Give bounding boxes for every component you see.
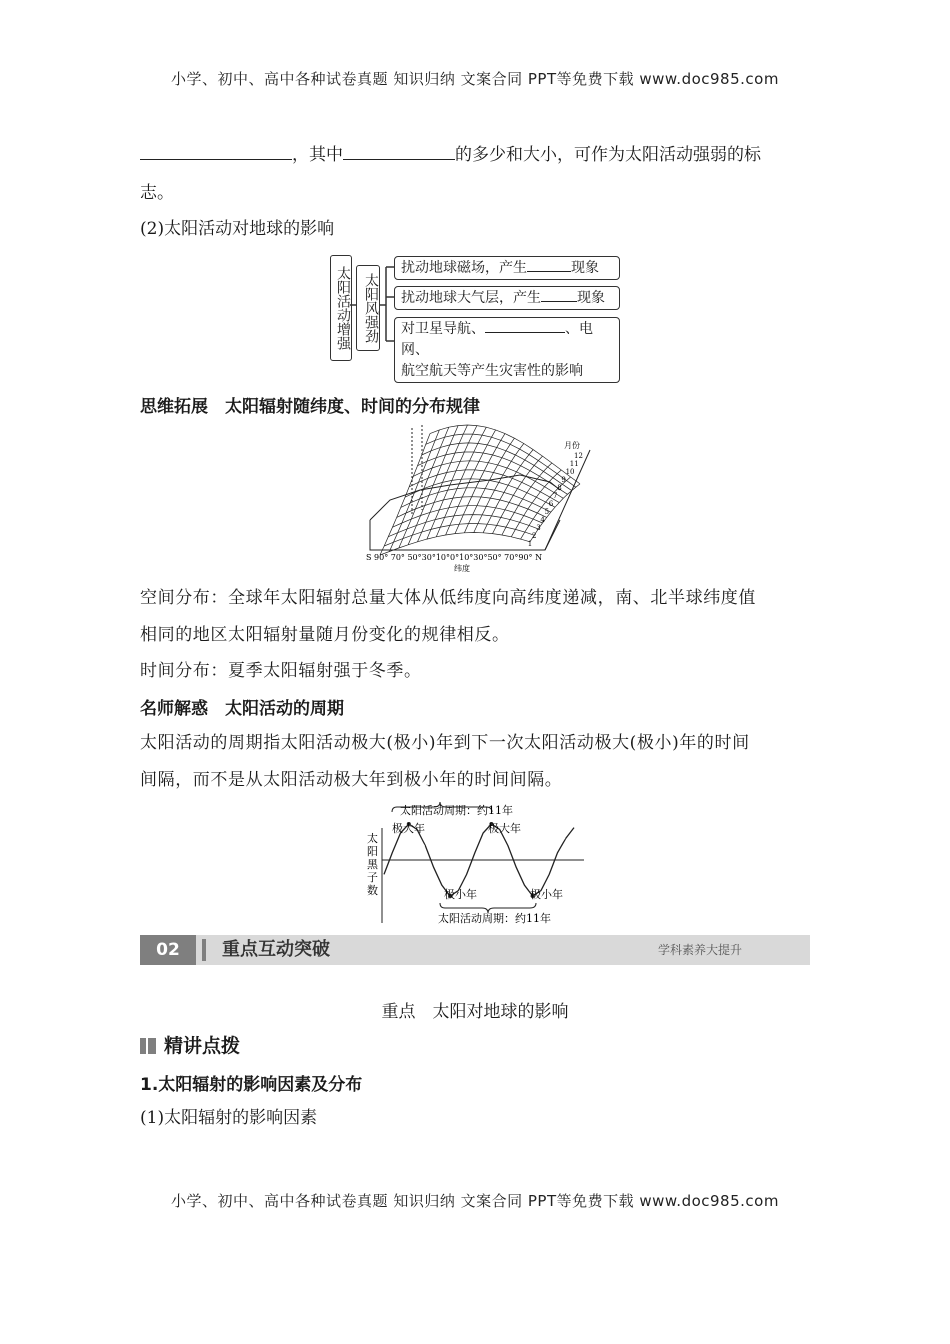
banner-subtitle: 学科素养大提升: [657, 943, 742, 957]
flow-item-1-end: 现象: [571, 260, 599, 276]
teacher-title: 名师解惑 太阳活动的周期: [140, 699, 344, 719]
page-header: 小学、初中、高中各种试卷真题 知识归纳 文案合同 PPT等免费下载 www.doc985.com: [171, 70, 779, 88]
intro-line: [140, 140, 820, 170]
max-year-label-1: 极大年: [392, 822, 425, 835]
flow-item-2: [394, 286, 620, 310]
banner-number: 02: [140, 935, 196, 965]
blank-1: [140, 141, 292, 160]
flow-blank-3: [485, 318, 565, 333]
mesh-line: [384, 524, 537, 546]
month-axis-label: 月份: [564, 441, 580, 450]
flow-item-2-end: 现象: [577, 290, 605, 306]
flow-item-3-text: 对卫星导航、: [401, 321, 485, 337]
flow-blank-1: [527, 257, 571, 272]
max-year-label-2: 极大年: [488, 822, 521, 835]
spatial-line-2: 相同的地区太阳辐射量随月份变化的规律相反。: [140, 625, 510, 645]
sunspot-cycle-chart: [362, 798, 588, 928]
month-tick: 7: [553, 492, 558, 500]
section-banner: [140, 935, 810, 965]
mesh-line: [380, 533, 533, 556]
min-year-label-1: 极小年: [444, 888, 477, 901]
flow-mid-box: 太阳风强劲: [356, 265, 380, 351]
temporal-line: 时间分布：夏季太阳辐射强于冬季。: [140, 661, 422, 681]
month-tick: 6: [548, 500, 554, 508]
mesh-line: [399, 427, 449, 548]
flow-left-box: 太阳活动增强: [330, 255, 352, 361]
page-footer: 小学、初中、高中各种试卷真题 知识归纳 文案合同 PPT等免费下载 www.doc985.com: [171, 1192, 779, 1210]
intro-line-2: 志。: [140, 183, 174, 203]
month-tick: 2: [532, 532, 537, 540]
month-tick: 11: [569, 460, 579, 468]
section-marker-icon: [140, 1038, 156, 1054]
mesh-line: [388, 515, 541, 537]
blank-2: [343, 141, 455, 160]
flow-item-3-mid: 、电网、: [401, 321, 593, 358]
key-point-title: 重点 太阳对地球的影响: [381, 1002, 569, 1022]
month-tick: 1: [527, 540, 533, 548]
month-tick: 4: [540, 516, 545, 524]
flow-item-1: [394, 256, 620, 280]
flow-item-3: [394, 317, 620, 383]
latitude-axis-label: 纬度: [454, 564, 470, 573]
spatial-line-1: 空间分布：全球年太阳辐射总量大体从低纬度向高纬度递减，南、北半球纬度值: [140, 588, 756, 608]
teacher-line-1: 太阳活动的周期指太阳活动极大(极小)年到下一次太阳活动极大(极小)年的时间: [140, 733, 750, 753]
month-tick: 9: [561, 476, 566, 484]
radiation-3d-figure: [360, 420, 600, 578]
latitude-axis-ticks: S 90° 70° 50°30°10°0°10°30°50° 70°90° N: [366, 553, 543, 562]
banner-divider: [202, 939, 206, 961]
intro-after-text: 的多少和大小，可作为太阳活动强弱的标: [455, 145, 761, 165]
top-period-label: 太阳活动周期：约11年: [400, 804, 513, 817]
month-tick: 12: [574, 452, 583, 460]
sub2-title: (2)太阳活动对地球的影响: [140, 219, 335, 239]
banner-title: 重点互动突破: [222, 939, 330, 960]
bottom-period-label: 太阳活动周期：约11年: [438, 912, 551, 925]
mesh-line: [483, 450, 533, 533]
mesh-line: [502, 463, 552, 535]
flow-item-2-text: 扰动地球大气层，产生: [401, 290, 541, 306]
flow-item-3-end: 航空航天等产生灾害性的影响: [401, 363, 583, 379]
month-tick: 10: [565, 468, 575, 476]
sub1-title: 1.太阳辐射的影响因素及分布: [140, 1075, 363, 1095]
month-tick: 5: [544, 508, 550, 516]
flow-item-1-text: 扰动地球磁场，产生: [401, 260, 527, 276]
section-title: 精讲点拨: [164, 1035, 241, 1057]
thinking-title: 思维拓展 太阳辐射随纬度、时间的分布规律: [140, 397, 480, 417]
intro-comma-text: ，其中: [292, 145, 343, 165]
month-tick: 3: [536, 524, 541, 532]
flow-blank-2: [541, 287, 577, 302]
min-year-label-2: 极小年: [530, 888, 563, 901]
month-tick: 8: [557, 484, 562, 492]
teacher-line-2: 间隔，而不是从太阳活动极大年到极小年的时间间隔。: [140, 770, 563, 790]
y-axis-label: 太阳黑子数: [367, 832, 378, 897]
sub1-1-title: (1)太阳辐射的影响因素: [140, 1108, 318, 1128]
